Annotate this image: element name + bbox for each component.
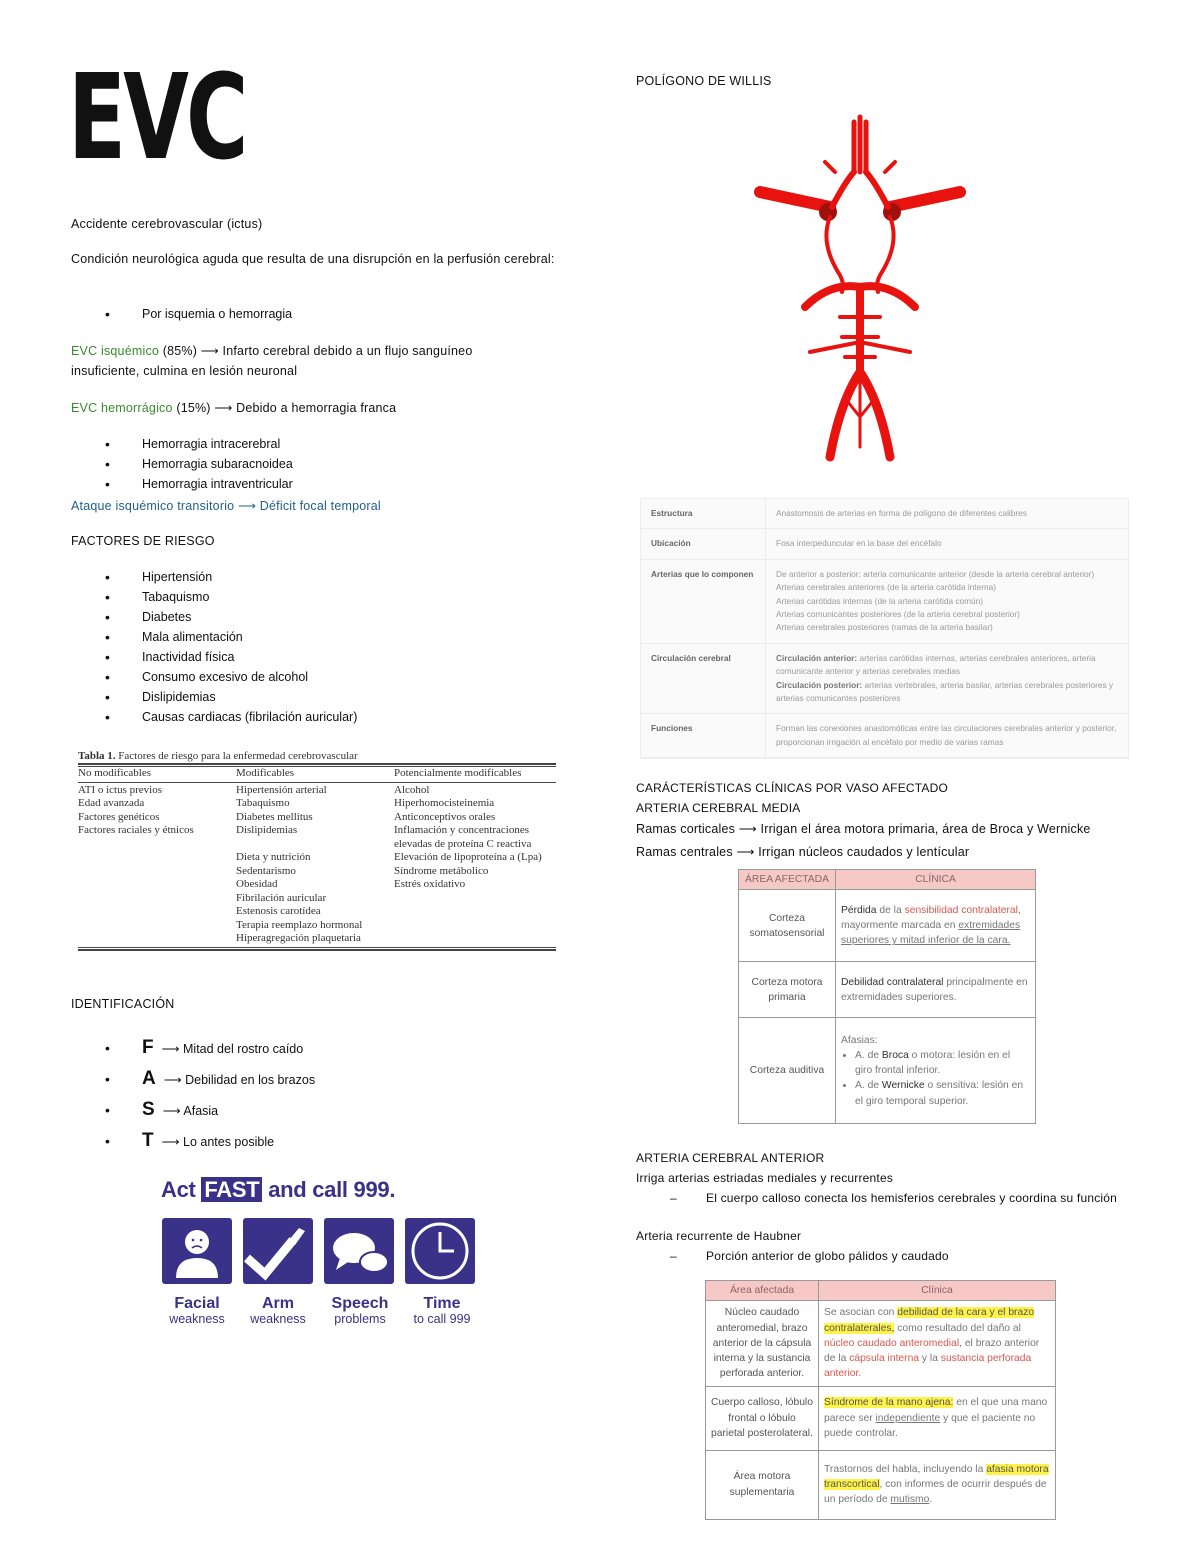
text-segment: Síndrome de la mano ajena: xyxy=(824,1397,954,1409)
header-cell: Área afectada xyxy=(706,1281,819,1301)
table-cell xyxy=(394,932,556,946)
caption-main: Time xyxy=(423,1295,461,1312)
acm-heading: ARTERIA CEREBRAL MEDIA xyxy=(636,801,801,815)
caption-text: Factores de riesgo para la enfermedad cerebrovascular xyxy=(115,750,358,762)
caption-sub: to call 999 xyxy=(413,1312,471,1326)
table-row xyxy=(641,714,1128,758)
table-row xyxy=(78,784,556,798)
fast-letter: F xyxy=(142,1037,154,1058)
table-row xyxy=(739,890,1036,962)
value-line: Forman las conexiones anastomóticas entre las circulaciones cerebrales anterior y posterior, proporcionan irrigación al encéfalo por medio de varias ramas xyxy=(776,723,1117,747)
area-cell: Cuerpo calloso, lóbulo frontal o lóbulo parietal posterolateral. xyxy=(706,1386,819,1450)
isquemico-paragraph xyxy=(71,341,541,381)
definition-text: Condición neurológica aguda que resulta de una disrupción en la perfusión cerebral: xyxy=(71,252,555,266)
identification-heading: IDENTIFICACIÓN xyxy=(71,997,175,1011)
text-segment: y que el paciente no puede controlar. xyxy=(824,1412,1036,1439)
row-label: Ubicación xyxy=(641,529,766,558)
acm-line: Ramas corticales ⟶ Irrigan el área motora primaria, área de Broca y Wernicke xyxy=(636,822,1091,836)
bullet-item: • Diabetes xyxy=(71,607,357,627)
bullet-item: • Hipertensión xyxy=(71,567,357,587)
header-cell: Potencialmente modificables xyxy=(394,767,522,779)
caption-main: Arm xyxy=(261,1295,294,1312)
table-row xyxy=(739,1018,1036,1124)
header-cell: CLÍNICA xyxy=(836,870,1036,890)
fast-item xyxy=(71,1126,397,1157)
row-value xyxy=(766,529,1128,558)
header-cell: ÁREA AFECTADA xyxy=(739,870,836,890)
headline-post: and call 999. xyxy=(262,1177,396,1202)
table-row xyxy=(78,865,556,879)
table-row xyxy=(641,529,1128,559)
value-line: Arterias cerebrales anteriores (de la arteria carótida interna) xyxy=(776,582,996,593)
header-cell: Clínica xyxy=(819,1281,1056,1301)
table-row xyxy=(78,905,556,919)
area-cell: Corteza motora primaria xyxy=(739,962,836,1018)
fast-text: ⟶ Lo antes posible xyxy=(161,1135,275,1149)
hemorragico-text: (15%) ⟶ Debido a hemorragia franca xyxy=(172,401,397,415)
value-line: Fosa interpeduncular en la base del encéfalo xyxy=(776,538,942,549)
table-cell: Sedentarismo xyxy=(236,864,296,877)
text-segment: sustancia perforada anterior. xyxy=(824,1353,1032,1380)
headline-fast-box: FAST xyxy=(201,1177,262,1202)
text-segment: principalmente en extremidades superiores. xyxy=(841,976,1028,1003)
table-cell xyxy=(394,892,556,906)
willis-table xyxy=(640,498,1129,759)
value-line xyxy=(776,652,1118,679)
fast-text: ⟶ Debilidad en los brazos xyxy=(163,1073,316,1087)
clinic-cell xyxy=(819,1386,1056,1450)
aca-dash-item: – El cuerpo calloso conecta los hemisferios cerebrales y coordina su función xyxy=(670,1191,1118,1205)
caption-sub: weakness xyxy=(169,1312,225,1326)
fast-list xyxy=(71,1033,397,1193)
text-segment: en el que una mano parece ser xyxy=(824,1397,1048,1424)
row-value xyxy=(766,499,1128,528)
clinic-list-item xyxy=(855,1078,1030,1109)
table-row xyxy=(78,919,556,933)
text-segment: como resultado del daño al xyxy=(894,1322,1021,1334)
table-row xyxy=(739,962,1036,1018)
text-segment: extremidades superiores y mitad inferior de la cara. xyxy=(841,920,1021,947)
text-segment: Pérdida xyxy=(841,904,877,916)
table-row xyxy=(641,560,1128,644)
table-cell xyxy=(78,919,236,933)
clinical-heading: CARÁCTERÍSTICAS CLÍNICAS POR VASO AFECTADO xyxy=(636,781,949,795)
text-segment: arterias carótidas internas, arterias cerebrales anteriores, arteria comunicante anterior y arterias cerebrales medias xyxy=(776,652,1096,677)
table-row xyxy=(641,499,1128,529)
fast-item xyxy=(71,1033,397,1064)
bullet-item: • Hemorragia intraventricular xyxy=(71,474,293,494)
clinic-cell xyxy=(819,1450,1056,1519)
table-row xyxy=(78,932,556,946)
text-segment: cápsula interna xyxy=(849,1353,920,1365)
table-cell: Estrés oxidativo xyxy=(394,878,466,890)
bullet-item: • Hemorragia intracerebral xyxy=(71,434,293,454)
clinic-intro: Afasias: xyxy=(841,1034,878,1046)
area-cell: Corteza auditiva xyxy=(739,1018,836,1124)
area-cell: Núcleo caudado anteromedial, brazo anterior de la cápsula interna y la sustancia perforada anterior. xyxy=(706,1301,819,1386)
isquemico-text: (85%) ⟶ Infarto cerebral debido a un flujo sanguíneo insuficiente, culmina en lesión neuronal xyxy=(71,344,473,378)
table-cell: Anticonceptivos orales xyxy=(394,810,496,823)
value-line: De anterior a posterior: arteria comunicante anterior (desde la arteria cerebral anterior) xyxy=(776,568,1095,579)
value-line: Arterias comunicantes posteriores (de la arteria cerebral posterior) xyxy=(776,609,1020,620)
fast-letter: A xyxy=(142,1068,156,1089)
table-cell: Tabaquismo xyxy=(236,797,290,809)
row-label: Estructura xyxy=(641,499,766,528)
bullet-item: • Causas cardiacas (fibrilación auricular) xyxy=(71,707,357,727)
arm-check-icon xyxy=(243,1218,313,1284)
clinic-list xyxy=(841,1048,1030,1109)
clock-icon xyxy=(405,1218,475,1284)
text-segment: independiente xyxy=(875,1412,941,1424)
fast-letter: S xyxy=(142,1099,155,1120)
page-title: EVC xyxy=(68,48,246,186)
text-segment: , con informes de ocurrir después de un período de xyxy=(824,1479,1047,1506)
act-fast-image xyxy=(158,1175,484,1335)
text-segment: , el brazo anterior de la xyxy=(824,1337,1040,1365)
risk-heading: FACTORES DE RIESGO xyxy=(71,534,215,548)
definition-bullets xyxy=(71,304,292,324)
text-segment: afasia motora transcortical xyxy=(824,1463,1049,1491)
aca-heading: ARTERIA CEREBRAL ANTERIOR xyxy=(636,1151,825,1165)
table-cell xyxy=(78,892,236,906)
text-segment: Wernicke xyxy=(881,1080,925,1092)
text-segment: arterias vertebrales, arteria basilar, arterias cerebrales posteriores y arterias comunicantes posteriores xyxy=(776,679,1114,704)
tile-caption xyxy=(320,1295,400,1326)
table-cell xyxy=(78,851,236,865)
table-cell: Dislipidemias xyxy=(236,824,298,836)
table-row xyxy=(78,797,556,811)
dash-text: El cuerpo calloso conecta los hemisferios cerebrales y coordina su función xyxy=(706,1191,1118,1205)
table-cell: Inflamación y concentraciones elevadas de proteína C reactiva xyxy=(394,824,532,850)
text-segment: A. de xyxy=(855,1080,882,1092)
caption-main: Facial xyxy=(174,1295,220,1312)
bullet-item: • Consumo excesivo de alcohol xyxy=(71,667,357,687)
table-header-row xyxy=(706,1281,1056,1301)
text-segment: Se asocian con xyxy=(824,1307,898,1319)
table-cell: Hiperhomocisteinemia xyxy=(394,797,495,809)
ait-text: Ataque isquémico transitorio ⟶ Déficit focal temporal xyxy=(71,499,381,513)
dash-text: Porción anterior de globo pálidos y caudado xyxy=(706,1249,949,1263)
table-cell: Elevación de lipoproteína a (Lpa) xyxy=(394,851,542,863)
clinic-cell xyxy=(836,962,1036,1018)
table-cell xyxy=(78,905,236,919)
row-value xyxy=(766,644,1128,714)
text-segment: debilidad de la cara y el brazo contralaterales, xyxy=(824,1307,1035,1334)
table-row xyxy=(706,1386,1056,1450)
hemorragia-bullets xyxy=(71,434,293,494)
text-segment: mutismo xyxy=(890,1494,930,1506)
table-cell xyxy=(394,919,556,933)
text-segment: . xyxy=(929,1494,933,1506)
table-header-row xyxy=(78,767,556,781)
table-cell: Factores genéticos xyxy=(78,810,160,823)
face-icon xyxy=(162,1218,232,1284)
value-line: Anastomosis de arterias en forma de polígono de diferentes calibres xyxy=(776,508,1027,518)
row-label: Funciones xyxy=(641,714,766,757)
caption-sub: weakness xyxy=(250,1312,306,1326)
table-cell xyxy=(394,905,556,919)
clinic-cell xyxy=(819,1301,1056,1386)
header-cell: Modificables xyxy=(236,767,295,779)
acm-clinical-table xyxy=(738,869,1036,1124)
text-segment: Debilidad contralateral xyxy=(841,976,944,988)
table-cell: Síndrome metábolico xyxy=(394,864,489,877)
speech-bubbles-icon xyxy=(324,1218,394,1284)
table-caption xyxy=(78,750,556,763)
fast-item xyxy=(71,1095,397,1126)
table-cell: Alcohol xyxy=(394,783,430,796)
table-row xyxy=(78,851,556,865)
table-row xyxy=(78,878,556,892)
text-segment: núcleo caudado anteromedial xyxy=(824,1337,960,1349)
text-segment: y la xyxy=(919,1353,941,1365)
table-cell: Dieta y nutrición xyxy=(236,851,311,863)
table-header-row xyxy=(739,870,1036,890)
acm-line: Ramas centrales ⟶ Irrigan núcleos caudados y lentícular xyxy=(636,845,970,859)
text-segment: Circulación posterior: xyxy=(776,679,863,690)
tile-caption xyxy=(238,1295,318,1326)
bullet-item: • Inactividad física xyxy=(71,647,357,667)
fast-item xyxy=(71,1064,397,1095)
table-row xyxy=(78,811,556,825)
willis-heading: POLÍGONO DE WILLIS xyxy=(636,74,772,88)
fast-text: ⟶ Afasia xyxy=(162,1104,219,1118)
clinic-list-item xyxy=(855,1048,1030,1079)
risk-factors-table xyxy=(78,750,556,951)
text-segment: sensibilidad contralateral xyxy=(904,904,1018,916)
text-segment: , mayormente marcada en xyxy=(841,904,1021,932)
caption-sub: problems xyxy=(334,1312,386,1326)
hemorragico-label: EVC hemorrágico xyxy=(71,401,173,415)
bullet-item: • Mala alimentación xyxy=(71,627,357,647)
clinic-cell xyxy=(836,1018,1036,1124)
table-cell: Fibrilación auricular xyxy=(236,891,327,904)
risk-bullets xyxy=(71,567,357,727)
table-row xyxy=(641,644,1128,715)
table-cell xyxy=(78,932,236,946)
value-line xyxy=(776,679,1118,706)
table-cell: Factores raciales y étnicos xyxy=(78,824,194,836)
row-label: Arterias que lo componen xyxy=(641,560,766,643)
table-cell: ATI o ictus previos xyxy=(78,783,163,796)
text-segment: de la xyxy=(876,904,905,916)
text-segment: Broca xyxy=(881,1049,909,1061)
circle-of-willis-diagram xyxy=(750,112,970,464)
table-cell: Diabetes mellitus xyxy=(236,810,313,823)
bullet-item: • Tabaquismo xyxy=(71,587,357,607)
value-line: Arterias cerebrales posteriores (ramas de la arteria basilar) xyxy=(776,622,993,633)
text-segment: Circulación anterior: xyxy=(776,652,858,663)
aca-line: Arteria recurrente de Haubner xyxy=(636,1229,802,1243)
value-line: Arterias carótidas internas (de la arteria carótida común) xyxy=(776,595,984,606)
tile-caption xyxy=(157,1295,237,1326)
row-value xyxy=(766,714,1128,757)
caption-label: Tabla 1. xyxy=(78,750,116,762)
clinic-cell xyxy=(836,890,1036,962)
table-cell: Estenosis carotídea xyxy=(236,905,321,917)
text-segment: A. de xyxy=(855,1049,882,1061)
row-label: Circulación cerebral xyxy=(641,644,766,714)
isquemico-label: EVC isquémico xyxy=(71,344,160,358)
bullet-item: • Dislipidemias xyxy=(71,687,357,707)
table-cell xyxy=(78,865,236,879)
text-segment: o sensitiva: lesión en el giro temporal superior. xyxy=(855,1080,1024,1107)
tile-caption xyxy=(402,1295,482,1326)
table-row xyxy=(78,824,556,851)
caption-main: Speech xyxy=(331,1295,389,1312)
text-segment: Trastornos del habla, incluyendo la xyxy=(824,1463,987,1475)
table-cell: Hiperagregación plaquetaria xyxy=(236,932,361,944)
intro-text: Accidente cerebrovascular (ictus) xyxy=(71,217,263,231)
bullet-item: • Hemorragia subaracnoidea xyxy=(71,454,293,474)
table-row xyxy=(78,892,556,906)
headline-pre: Act xyxy=(161,1177,202,1202)
row-value xyxy=(766,560,1128,643)
table-cell: Hipertensión arterial xyxy=(236,783,327,796)
aca-line: Irriga arterias estriadas mediales y recurrentes xyxy=(636,1171,894,1185)
bullet-item: • Por isquemia o hemorragia xyxy=(71,304,292,324)
area-cell: Corteza somatosensorial xyxy=(739,890,836,962)
text-segment: o motora: lesión en el giro frontal inferior. xyxy=(855,1049,1011,1077)
fast-headline xyxy=(161,1177,395,1203)
table-cell: Edad avanzada xyxy=(78,797,145,809)
hemorragico-paragraph xyxy=(71,398,396,418)
table-row xyxy=(706,1450,1056,1519)
table-row xyxy=(706,1301,1056,1386)
table-cell xyxy=(78,878,236,892)
aca-clinical-table xyxy=(705,1280,1056,1520)
table-cell: Obesidad xyxy=(236,878,278,890)
header-cell: No modificables xyxy=(78,767,152,779)
table-cell: Terapia reemplazo hormonal xyxy=(236,918,363,931)
aca-dash-item: – Porción anterior de globo pálidos y caudado xyxy=(670,1249,949,1263)
area-cell: Área motora suplementaria xyxy=(706,1450,819,1519)
fast-letter: T xyxy=(142,1130,154,1151)
fast-text: ⟶ Mitad del rostro caído xyxy=(161,1042,304,1056)
